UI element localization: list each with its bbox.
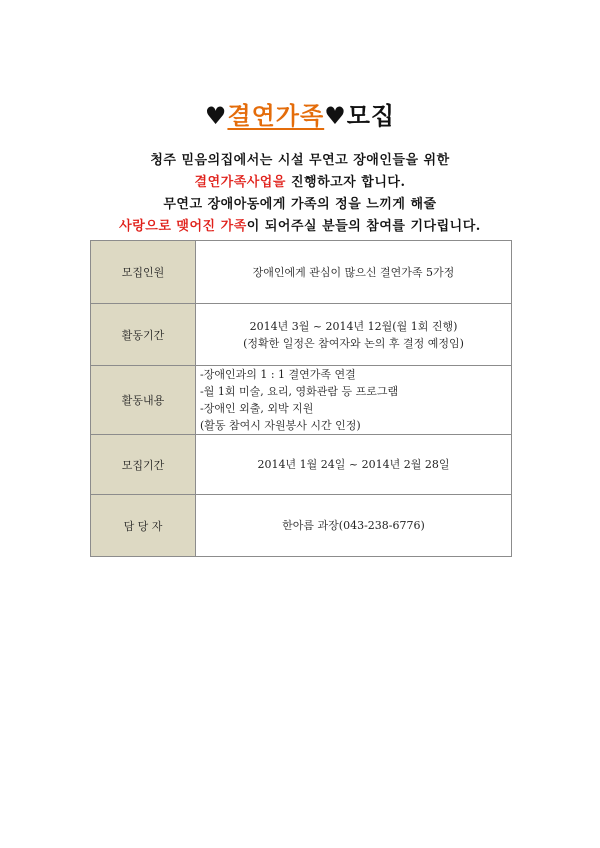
intro-line-3: 무연고 장애아동에게 가족의 정을 느끼게 해줄 bbox=[163, 197, 437, 212]
table-row-contact bbox=[91, 495, 512, 557]
label-activity-period: 활동기간 bbox=[91, 304, 196, 366]
value-activities bbox=[196, 366, 512, 435]
heart-icon: ♥ bbox=[324, 102, 347, 130]
period-note: (정확한 일정은 참여자와 논의 후 결정 예정임) bbox=[243, 336, 464, 350]
value-recruit-count: 장애인에게 관심이 많으신 결연가족 5가정 bbox=[196, 241, 512, 304]
value-activity-period bbox=[196, 304, 512, 366]
label-recruit-period: 모집기간 bbox=[91, 435, 196, 495]
list-item: -월 1회 미술, 요리, 영화관람 등 프로그램 bbox=[200, 385, 399, 398]
table-row-activities bbox=[91, 366, 512, 435]
intro-line-2-rest: 진행하고자 합니다. bbox=[285, 175, 406, 190]
list-item: -장애인과의 1 : 1 결연가족 연결 bbox=[200, 368, 356, 381]
value-recruit-period: 2014년 1월 24일 ~ 2014년 2월 28일 bbox=[196, 435, 512, 495]
intro-highlight-family: 사랑으로 맺어진 가족 bbox=[119, 219, 247, 234]
intro-line-2 bbox=[0, 172, 600, 194]
intro-line-4 bbox=[0, 216, 600, 238]
table-row-apply bbox=[91, 435, 512, 495]
list-item: -장애인 외출, 외박 지원 bbox=[200, 402, 314, 415]
intro-line-4-rest: 이 되어주실 분들의 참여를 기다립니다. bbox=[246, 219, 481, 234]
label-contact: 담 당 자 bbox=[91, 495, 196, 557]
value-contact: 한아름 과장(043-238-6776) bbox=[196, 495, 512, 557]
title-highlight: 결연가족 bbox=[227, 102, 325, 130]
info-table bbox=[90, 240, 512, 557]
title-tail: 모집 bbox=[346, 102, 396, 130]
intro-highlight-program: 결연가족사업을 bbox=[194, 175, 286, 190]
intro-paragraph bbox=[0, 150, 600, 238]
table-row-period bbox=[91, 304, 512, 366]
page-title bbox=[0, 96, 600, 131]
list-item: (활동 참여시 자원봉사 시간 인정) bbox=[200, 419, 361, 432]
table-row-recruit bbox=[91, 241, 512, 304]
label-activities: 활동내용 bbox=[91, 366, 196, 435]
heart-icon: ♥ bbox=[204, 102, 228, 130]
period-dates: 2014년 3월 ~ 2014년 12월(월 1회 진행) bbox=[249, 319, 458, 333]
label-recruit-count: 모집인원 bbox=[91, 241, 196, 304]
intro-line-1: 청주 믿음의집에서는 시설 무연고 장애인들을 위한 bbox=[150, 153, 450, 168]
